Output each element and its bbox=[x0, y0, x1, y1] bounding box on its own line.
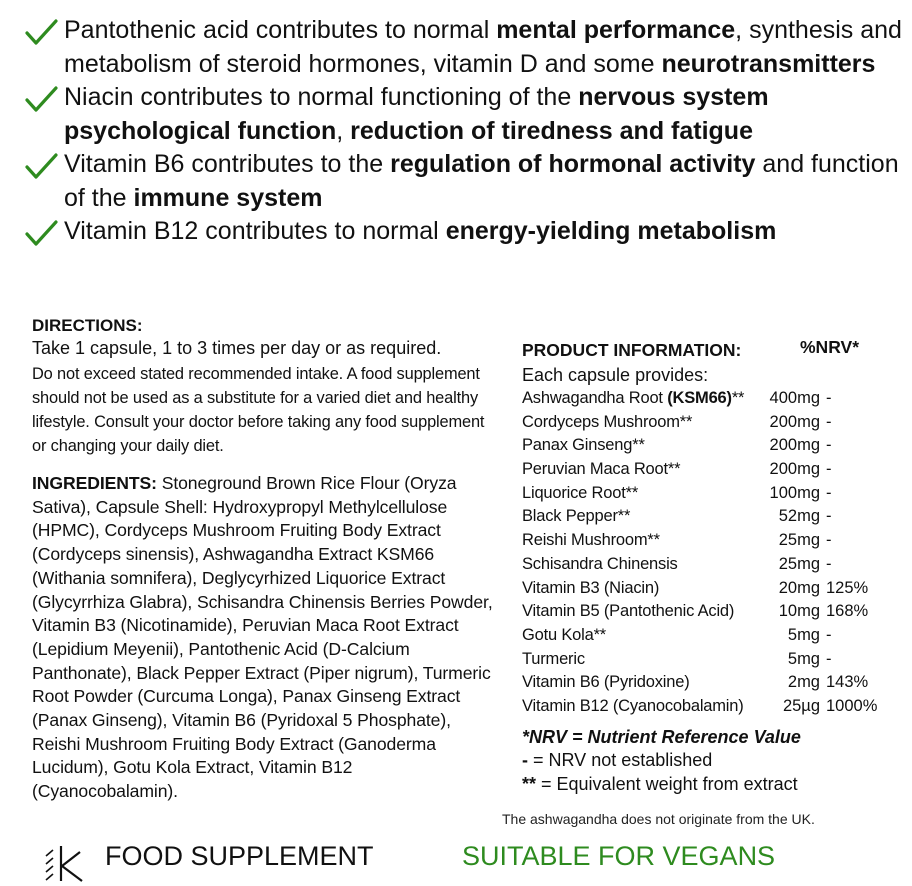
nrv-heading: %NRV* bbox=[800, 337, 860, 357]
claim-emphasis: neurotransmitters bbox=[661, 49, 876, 78]
nutrient-nrv: - bbox=[826, 554, 832, 573]
nutrient-row bbox=[522, 387, 902, 411]
nutrient-amount: 100mg bbox=[769, 483, 820, 502]
nutrient-name-text: Vitamin B6 (Pyridoxine) bbox=[522, 673, 690, 692]
nutrient-name bbox=[522, 553, 678, 577]
nutrient-row bbox=[522, 624, 902, 648]
nutrient-nrv: - bbox=[826, 460, 832, 479]
equivalent-symbol: ** bbox=[522, 773, 537, 794]
nutrient-name bbox=[522, 387, 744, 411]
nutrient-amount: 52mg bbox=[778, 507, 820, 526]
nrv-note: *NRV = Nutrient Reference Value bbox=[522, 726, 801, 747]
checkmark-icon bbox=[24, 152, 58, 180]
ingredients-list: Stoneground Brown Rice Flour (Oryza Sativa), Capsule Shell: Hydroxypropyl Methylcellulose (HPMC), Cordyceps Mushroom Fruiting Body Extract (Cordyceps sinensis), Ashwagandha Extract KSM66 (Withania somnifera), Deglycyrhized Liquorice Extract (Glycyrrhiza Glabra), Schisandra Chinensis Berries Powder, Vitamin B3 (Nicotinamide), Peruvian Maca Root Extract (Lepidium Meyenii), Pantothenic Acid (D-Calcium Panthonate), Black Pepper Extract (Piper nigrum), Turmeric Root Powder (Curcuma Longa), Panax Ginseng Extract (Panax Ginseng), Vitamin B6 (Pyridoxal 5 Phosphate), Reishi Mushroom Fruiting Body Extract (Ganoderma Lucidum), Gotu Kola Extract, Vitamin B12 (Cyanocobalamin). bbox=[32, 473, 493, 802]
nutrient-name bbox=[522, 600, 734, 624]
health-claims bbox=[24, 14, 908, 249]
nutrient-name-text: Reishi Mushroom** bbox=[522, 531, 660, 550]
claim-emphasis: immune system bbox=[133, 183, 323, 212]
nutrient-amount: 5mg bbox=[787, 649, 820, 668]
nutrient-row bbox=[522, 529, 902, 553]
nutrient-amount: 2mg bbox=[787, 673, 820, 692]
nutrient-nrv: - bbox=[826, 625, 832, 644]
nutrient-table bbox=[522, 387, 902, 719]
product-info-header bbox=[522, 337, 902, 363]
directions-text: Take 1 capsule, 1 to 3 times per day or as required. bbox=[32, 338, 442, 358]
nutrient-row bbox=[522, 505, 902, 529]
claim-emphasis: nervous system psychological function bbox=[64, 83, 769, 145]
directions-warning: Do not exceed stated recommended intake. A food supplement should not be used as a substitute for a varied diet and healthy lifestyle. Consult your doctor before taking any food supplement or changing your daily diet. bbox=[32, 365, 485, 455]
nutrient-name-text: Vitamin B3 (Niacin) bbox=[522, 578, 660, 597]
claim-emphasis: regulation of hormonal activity bbox=[390, 150, 756, 178]
nutrient-name bbox=[522, 458, 680, 482]
nutrient-name bbox=[522, 648, 585, 672]
nutrient-name-text: Turmeric bbox=[522, 649, 585, 668]
nutrient-row bbox=[522, 411, 902, 435]
vegan-label: SUITABLE FOR VEGANS bbox=[462, 841, 776, 871]
claim-emphasis: energy-yielding metabolism bbox=[445, 217, 777, 245]
nutrient-row bbox=[522, 434, 902, 458]
checkmark-icon bbox=[24, 18, 58, 46]
nutrient-name-suffix: ** bbox=[731, 389, 745, 407]
nutrient-amount: 25mg bbox=[778, 554, 820, 573]
nutrient-nrv: 125% bbox=[826, 578, 869, 597]
claim-text: Pantothenic acid contributes to normal bbox=[64, 16, 497, 44]
nutrient-row bbox=[522, 482, 902, 506]
claim-item bbox=[24, 148, 908, 215]
nutrient-amount: 200mg bbox=[769, 436, 820, 455]
nutrient-name bbox=[522, 411, 692, 435]
nutrient-name-text: Liquorice Root** bbox=[522, 483, 639, 502]
nutrient-name-text: Panax Ginseng** bbox=[522, 436, 645, 455]
claim-item bbox=[24, 215, 908, 249]
product-information bbox=[522, 337, 902, 796]
nutrient-name-text: Ashwagandha Root bbox=[522, 389, 668, 407]
table-notes bbox=[522, 726, 902, 797]
nutrient-row bbox=[522, 671, 902, 695]
nutrient-amount: 5mg bbox=[787, 625, 820, 644]
dash-symbol: - bbox=[522, 750, 528, 771]
product-info-subheading: Each capsule provides: bbox=[522, 365, 709, 385]
nutrient-row bbox=[522, 600, 902, 624]
claim-emphasis: reduction of tiredness and fatigue bbox=[350, 116, 753, 145]
nutrient-amount: 200mg bbox=[769, 460, 820, 479]
food-supplement-label: FOOD SUPPLEMENT bbox=[105, 841, 374, 871]
claim-text: Vitamin B6 contributes to the bbox=[64, 150, 391, 178]
dash-note-text: = NRV not established bbox=[528, 750, 713, 771]
ingredients-heading: INGREDIENTS: bbox=[32, 473, 157, 493]
claim-text: Niacin contributes to normal functioning of the bbox=[64, 83, 579, 111]
nutrient-nrv: - bbox=[826, 483, 832, 502]
nutrient-name-emphasis: (KSM66) bbox=[667, 389, 732, 407]
nutrient-row bbox=[522, 458, 902, 482]
nutrient-name-text: Schisandra Chinensis bbox=[522, 554, 678, 573]
nutrient-nrv: 1000% bbox=[826, 696, 878, 715]
nutrient-row bbox=[522, 648, 902, 672]
checkmark-icon bbox=[24, 85, 58, 113]
nutrient-nrv: - bbox=[826, 649, 832, 668]
claim-text: and function of the bbox=[64, 150, 899, 212]
nutrient-name bbox=[522, 505, 630, 529]
nutrient-name bbox=[522, 434, 645, 458]
claim-text: , bbox=[336, 116, 351, 145]
nutrient-name-text: Gotu Kola** bbox=[522, 625, 607, 644]
checkmark-icon bbox=[24, 219, 58, 247]
nutrient-name bbox=[522, 624, 606, 648]
nutrient-name-text: Black Pepper** bbox=[522, 507, 631, 526]
nutrient-nrv: - bbox=[826, 389, 832, 407]
nutrient-nrv: 143% bbox=[826, 673, 869, 692]
nutrient-name-text: Cordyceps Mushroom** bbox=[522, 412, 693, 431]
claim-text: , synthesis and metabolism of steroid hormones, vitamin D and some bbox=[64, 16, 902, 78]
nutrient-name bbox=[522, 482, 638, 506]
nutrient-row bbox=[522, 553, 902, 577]
nutrient-name bbox=[522, 671, 690, 695]
claim-emphasis: mental performance bbox=[496, 16, 736, 44]
directions-section bbox=[32, 315, 502, 804]
nutrient-nrv: - bbox=[826, 507, 832, 526]
claim-item bbox=[24, 14, 908, 81]
nutrient-name-text: Vitamin B12 (Cyanocobalamin) bbox=[522, 696, 744, 715]
nutrient-row bbox=[522, 577, 902, 601]
nutrient-nrv: - bbox=[826, 436, 832, 455]
equivalent-note bbox=[522, 773, 902, 797]
nutrient-nrv: - bbox=[826, 412, 832, 431]
nutrient-amount: 200mg bbox=[769, 412, 820, 431]
origin-note: The ashwagandha does not originate from the UK. bbox=[502, 811, 815, 827]
dash-note bbox=[522, 749, 902, 773]
nutrient-row bbox=[522, 695, 902, 719]
k-logo-icon bbox=[44, 844, 90, 882]
directions-heading: DIRECTIONS: bbox=[32, 316, 143, 335]
nutrient-amount: 400mg bbox=[769, 389, 820, 407]
nutrient-name-text: Peruvian Maca Root** bbox=[522, 460, 681, 479]
nutrient-name bbox=[522, 529, 660, 553]
nutrient-amount: 25µg bbox=[782, 696, 820, 715]
claim-text: Vitamin B12 contributes to normal bbox=[64, 217, 446, 245]
claim-item bbox=[24, 81, 908, 148]
nutrient-nrv: 168% bbox=[826, 602, 869, 621]
nutrient-amount: 10mg bbox=[778, 602, 820, 621]
nutrient-name-text: Vitamin B5 (Pantothenic Acid) bbox=[522, 602, 735, 621]
nutrient-amount: 20mg bbox=[778, 578, 820, 597]
nutrient-nrv: - bbox=[826, 531, 832, 550]
product-info-heading: PRODUCT INFORMATION: bbox=[522, 340, 742, 360]
ingredients-block bbox=[32, 472, 502, 804]
nutrient-amount: 25mg bbox=[778, 531, 820, 550]
nutrient-name bbox=[522, 695, 744, 719]
equivalent-note-text: = Equivalent weight from extract bbox=[536, 773, 798, 794]
nutrient-name bbox=[522, 577, 659, 601]
